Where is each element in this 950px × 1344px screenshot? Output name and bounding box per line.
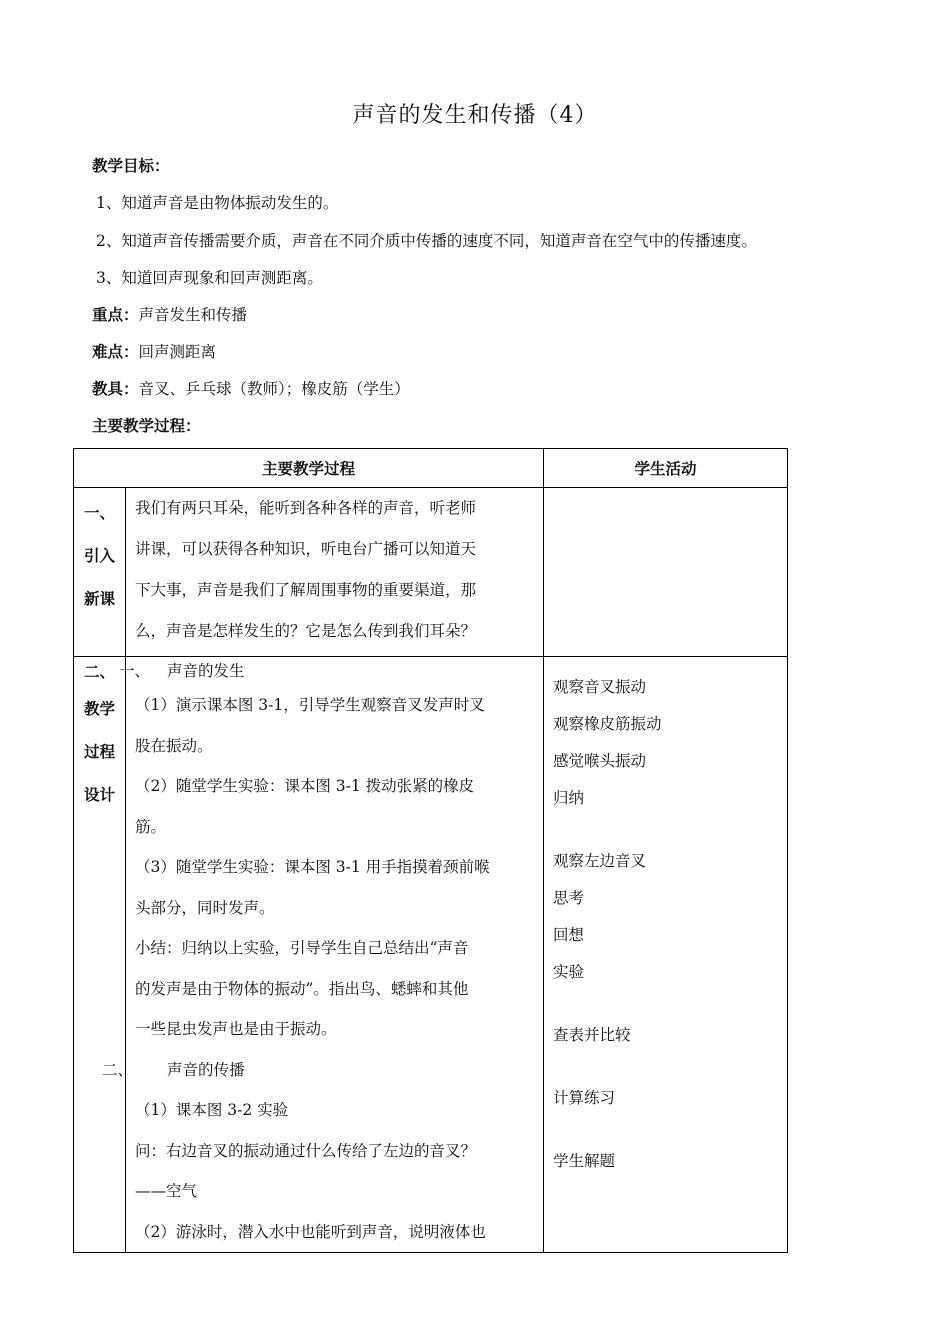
activity-item: 回想 xyxy=(553,926,585,944)
objective-item: 1、知道声音是由物体振动发生的。 xyxy=(96,194,339,212)
header-process: 主要教学过程 xyxy=(74,449,544,488)
header-activity: 学生活动 xyxy=(544,449,788,488)
objective-item: 3、知道回声现象和回声测距离。 xyxy=(96,269,323,287)
section2-activities xyxy=(544,657,788,1253)
section-label-word: 新课 xyxy=(83,589,115,608)
objective-item: 2、知道声音传播需要介质，声音在不同介质中传播的速度不同，知道声音在空气中的传播速度。 xyxy=(96,232,757,250)
text-line: （2）随堂学生实验：课本图 3-1 拨动张紧的橡皮 xyxy=(135,777,475,795)
difficulty-text: 回声测距离 xyxy=(138,343,217,361)
section1-content xyxy=(126,488,544,657)
text-line: 问：右边音叉的振动通过什么传给了左边的音叉？ xyxy=(135,1141,477,1160)
section1-activity xyxy=(544,488,788,657)
activity-item: 查表并比较 xyxy=(553,1026,631,1044)
section2-label xyxy=(74,657,126,1253)
tools-text: 音叉、乒乓球（教师）；橡皮筋（学生） xyxy=(138,380,410,398)
subsection-marker: 二、 xyxy=(102,1060,134,1079)
subheading-line xyxy=(102,1050,535,1091)
text-line: 筋。 xyxy=(135,817,167,836)
difficulty-label: 难点： xyxy=(92,342,139,361)
subsection-title: 声音的发生 xyxy=(167,662,245,680)
key-point-line xyxy=(92,303,247,325)
activity-item: 观察左边音叉 xyxy=(553,852,647,870)
text-line: 讲课，可以获得各种知识，听电台广播可以知道天 xyxy=(135,540,477,558)
text-line: （1）演示课本图 3-1，引导学生观察音叉发声时叉 xyxy=(135,696,485,714)
text-line: 的发声是由于物体的振动”。指出鸟、蟋蟀和其他 xyxy=(135,979,469,998)
text-line: 小结：归纳以上实验，引导学生自己总结出“声音 xyxy=(135,939,469,957)
spacer xyxy=(553,1054,787,1080)
section-label-word: 设计 xyxy=(83,785,115,804)
section-label-word: 教学 xyxy=(83,699,115,718)
document-title: 声音的发生和传播（4） xyxy=(352,103,598,128)
spacer xyxy=(553,991,787,1017)
spacer xyxy=(553,817,787,843)
table-row xyxy=(74,488,788,657)
key-point-label: 重点： xyxy=(92,305,139,324)
lesson-table xyxy=(73,448,788,1253)
text-line: 股在振动。 xyxy=(135,736,213,755)
section-label-word: 二、 xyxy=(83,662,115,681)
activity-item: 归纳 xyxy=(553,789,585,807)
section2-content xyxy=(102,657,544,1253)
tools-label: 教具： xyxy=(92,379,139,398)
text-line: 头部分，同时发声。 xyxy=(135,898,275,917)
spacer xyxy=(553,1117,787,1143)
section-label-word: 一、 xyxy=(83,503,115,522)
text-line: （2）游泳时，潜入水中也能听到声音，说明液体也 xyxy=(135,1222,486,1241)
activity-item: 计算练习 xyxy=(553,1089,616,1107)
subheading-line xyxy=(119,657,535,685)
subsection-title: 声音的传播 xyxy=(167,1060,245,1079)
text-line: 么，声音是怎样发生的？它是怎么传到我们耳朵？ xyxy=(135,622,477,640)
tools-line xyxy=(92,377,410,399)
subsection-marker: 一、 xyxy=(119,662,151,680)
section-label-word: 引入 xyxy=(83,546,115,565)
activity-item: 学生解题 xyxy=(553,1152,616,1170)
activity-item: 感觉喉头振动 xyxy=(553,752,647,770)
activity-item: 观察音叉振动 xyxy=(553,678,647,696)
text-line: （3）随堂学生实验：课本图 3-1 用手指摸着颈前喉 xyxy=(135,858,490,876)
activity-item: 思考 xyxy=(553,889,585,907)
table-header-row xyxy=(74,449,788,488)
section-label-word: 过程 xyxy=(83,742,115,761)
activity-item: 观察橡皮筋振动 xyxy=(553,715,662,733)
text-line: （1）课本图 3-2 实验 xyxy=(135,1101,289,1119)
process-heading: 主要教学过程： xyxy=(92,416,201,435)
text-line: 一些昆虫发声也是由于振动。 xyxy=(135,1020,337,1038)
table-row xyxy=(74,657,788,1253)
text-line: 下大事，声音是我们了解周围事物的重要渠道，那 xyxy=(135,581,477,599)
text-line: 我们有两只耳朵，能听到各种各样的声音，听老师 xyxy=(135,499,477,517)
section1-label xyxy=(74,488,126,657)
objectives-heading: 教学目标： xyxy=(92,156,170,175)
key-point-text: 声音发生和传播 xyxy=(138,306,248,324)
text-line: ——空气 xyxy=(135,1182,198,1200)
difficulty-line xyxy=(92,340,216,362)
activity-item: 实验 xyxy=(553,963,585,981)
